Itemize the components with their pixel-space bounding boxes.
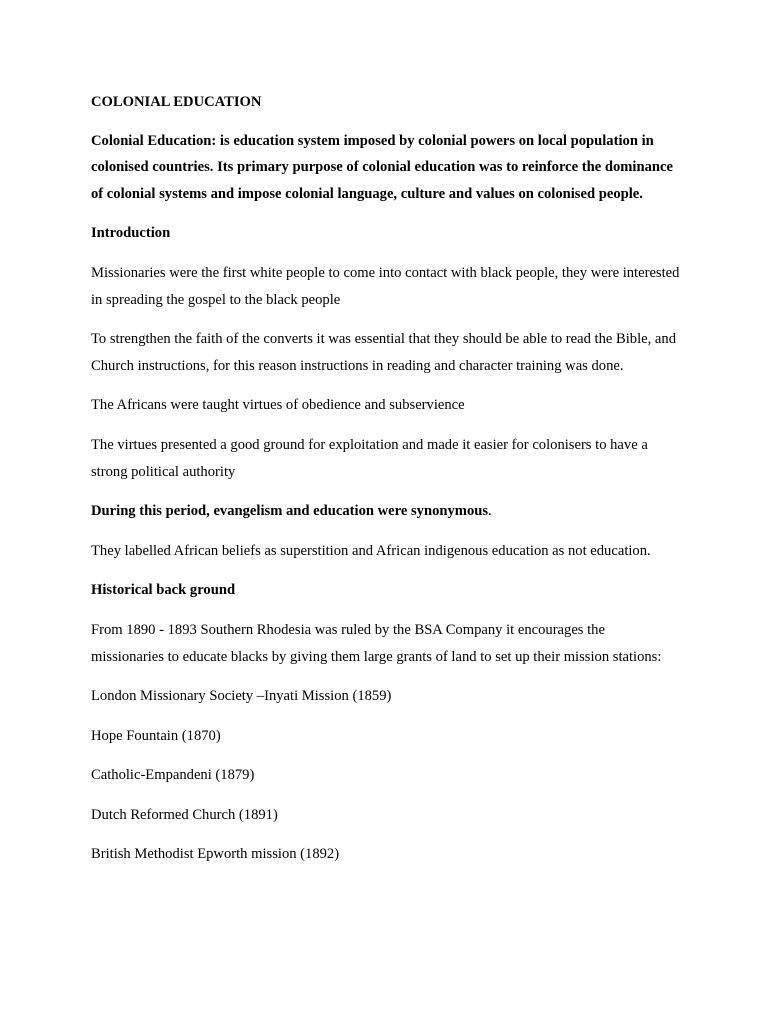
introduction-heading: Introduction xyxy=(91,225,171,242)
mission-item: London Missionary Society –Inyati Mission (1859) xyxy=(91,688,392,705)
document-title: COLONIAL EDUCATION xyxy=(91,94,262,110)
mission-item: Dutch Reformed Church (1891) xyxy=(91,806,278,823)
document-body xyxy=(91,89,681,881)
labelled-paragraph: They labelled African beliefs as superstition and African indigenous education as not education. xyxy=(91,542,651,559)
intro-paragraph: To strengthen the faith of the converts it was essential that they should be able to read the Bible, and Church instructions, for this reason instructions in reading and character training was done. xyxy=(91,331,676,374)
historical-heading: Historical back ground xyxy=(91,582,236,599)
definition-paragraph: Colonial Education: is education system imposed by colonial powers on local population in colonised countries. Its primary purpose of colonial education was to reinforce the dominance of colonial systems and impose colonial language, culture and values on colonised people. xyxy=(91,132,673,202)
mission-item: Catholic-Empandeni (1879) xyxy=(91,767,255,784)
mission-item: Hope Fountain (1870) xyxy=(91,727,221,744)
evangelism-statement: During this period, evangelism and education were synonymous xyxy=(91,503,489,520)
intro-paragraph: The virtues presented a good ground for exploitation and made it easier for colonisers to have a strong political authority xyxy=(91,436,648,480)
evangelism-paragraph xyxy=(91,498,681,525)
intro-paragraph: The Africans were taught virtues of obedience and subservience xyxy=(91,397,465,414)
mission-item: British Methodist Epworth mission (1892) xyxy=(91,846,340,863)
intro-paragraph: Missionaries were the first white people to come into contact with black people, they were interested in spreading the gospel to the black people xyxy=(91,264,680,308)
evangelism-period: . xyxy=(488,503,492,520)
historical-paragraph: From 1890 - 1893 Southern Rhodesia was ruled by the BSA Company it encourages the missionaries to educate blacks by giving them large grants of land to set up their mission stations: xyxy=(91,621,662,665)
